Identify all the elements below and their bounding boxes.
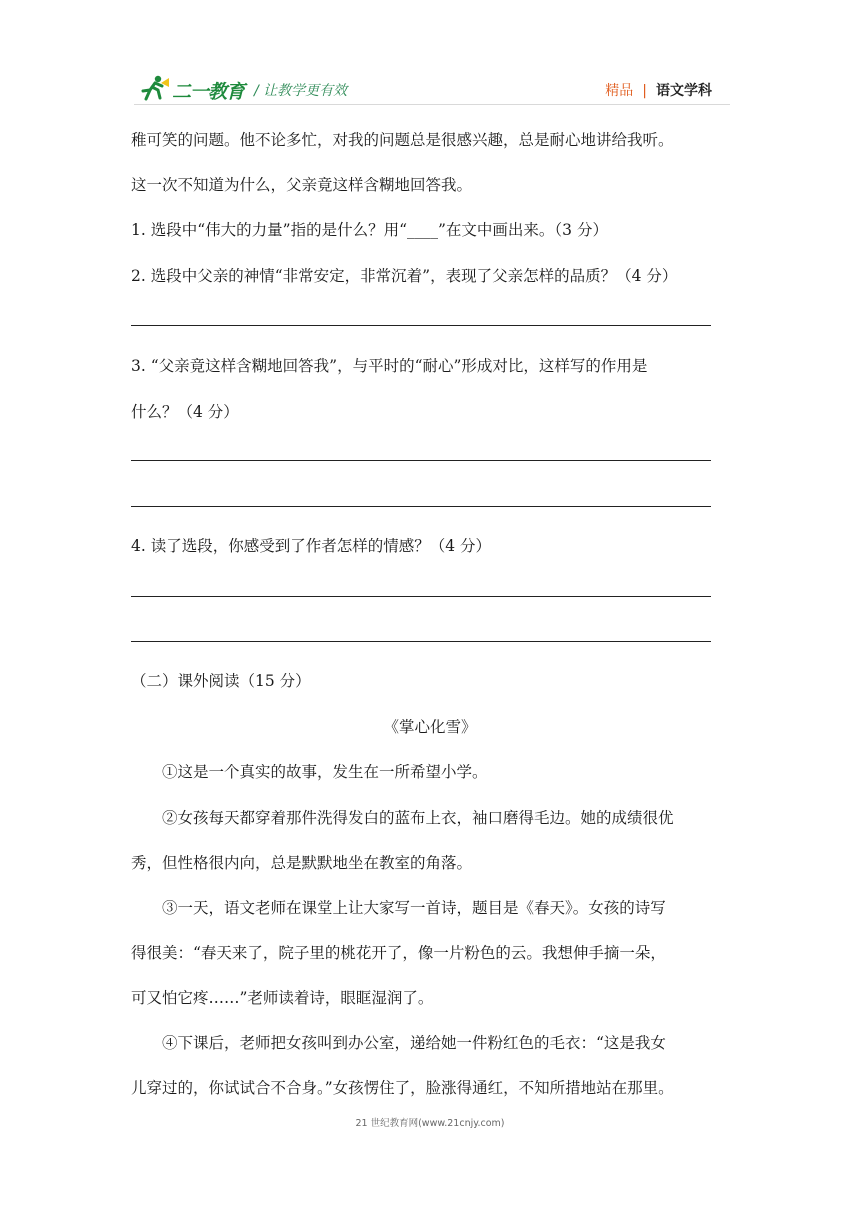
running-man-icon (136, 74, 172, 102)
passage-line: 这一次不知道为什么，父亲竟这样含糊地回答我。 (131, 176, 473, 194)
question-3-cont: 什么？（4 分） (131, 403, 239, 421)
header-divider (134, 104, 730, 105)
paragraph-4: ④下课后，老师把女孩叫到办公室，递给她一件粉红色的毛衣：“这是我女 (162, 1034, 666, 1052)
logo-text: 二一教育 (172, 81, 245, 103)
paragraph-2: ②女孩每天都穿着那件洗得发白的蓝布上衣，袖口磨得毛边。她的成绩很优 (162, 809, 674, 827)
page-footer: 21 世纪教育网(www.21cnjy.com) (355, 1118, 505, 1129)
page-header (134, 72, 730, 106)
slogan: / 让教学更有效 (254, 83, 348, 99)
article-title: 《掌心化雪》 (383, 718, 477, 736)
paragraph-1: ①这是一个真实的故事，发生在一所希望小学。 (162, 763, 488, 781)
passage-line: 稚可笑的问题。他不论多忙，对我的问题总是很感兴趣，总是耐心地讲给我听。 (131, 131, 674, 149)
question-1: 1. 选段中“伟大的力量”指的是什么？用“____”在文中画出来。（3 分） (131, 221, 608, 239)
answer-line (131, 596, 711, 597)
paragraph-4-cont: 儿穿过的，你试试合不合身。”女孩愣住了，脸涨得通红，不知所措地站在那里。 (131, 1079, 674, 1097)
section-heading: （二）课外阅读（15 分） (131, 672, 311, 690)
logo (136, 74, 246, 102)
question-3: 3. “父亲竟这样含糊地回答我”，与平时的“耐心”形成对比，这样写的作用是 (131, 357, 648, 375)
paragraph-3-cont: 可又怕它疼……”老师读着诗，眼眶湿润了。 (131, 989, 434, 1007)
paragraph-3-cont: 得很美：“春天来了，院子里的桃花开了，像一片粉色的云。我想伸手摘一朵， (131, 944, 666, 962)
subject-tag (605, 80, 712, 100)
answer-line (131, 460, 711, 461)
tag-separator: | (642, 83, 647, 99)
subject-label: 语文学科 (656, 83, 712, 99)
paragraph-3: ③一天，语文老师在课堂上让大家写一首诗，题目是《春天》。女孩的诗写 (162, 899, 666, 917)
answer-line (131, 506, 711, 507)
question-4: 4. 读了选段，你感受到了作者怎样的情感？（4 分） (131, 537, 492, 555)
question-2: 2. 选段中父亲的神情“非常安定，非常沉着”，表现了父亲怎样的品质？（4 分） (131, 267, 678, 285)
answer-line (131, 325, 711, 326)
quality-label: 精品 (605, 83, 634, 99)
paragraph-2-cont: 秀，但性格很内向，总是默默地坐在教室的角落。 (131, 854, 473, 872)
answer-line (131, 641, 711, 642)
